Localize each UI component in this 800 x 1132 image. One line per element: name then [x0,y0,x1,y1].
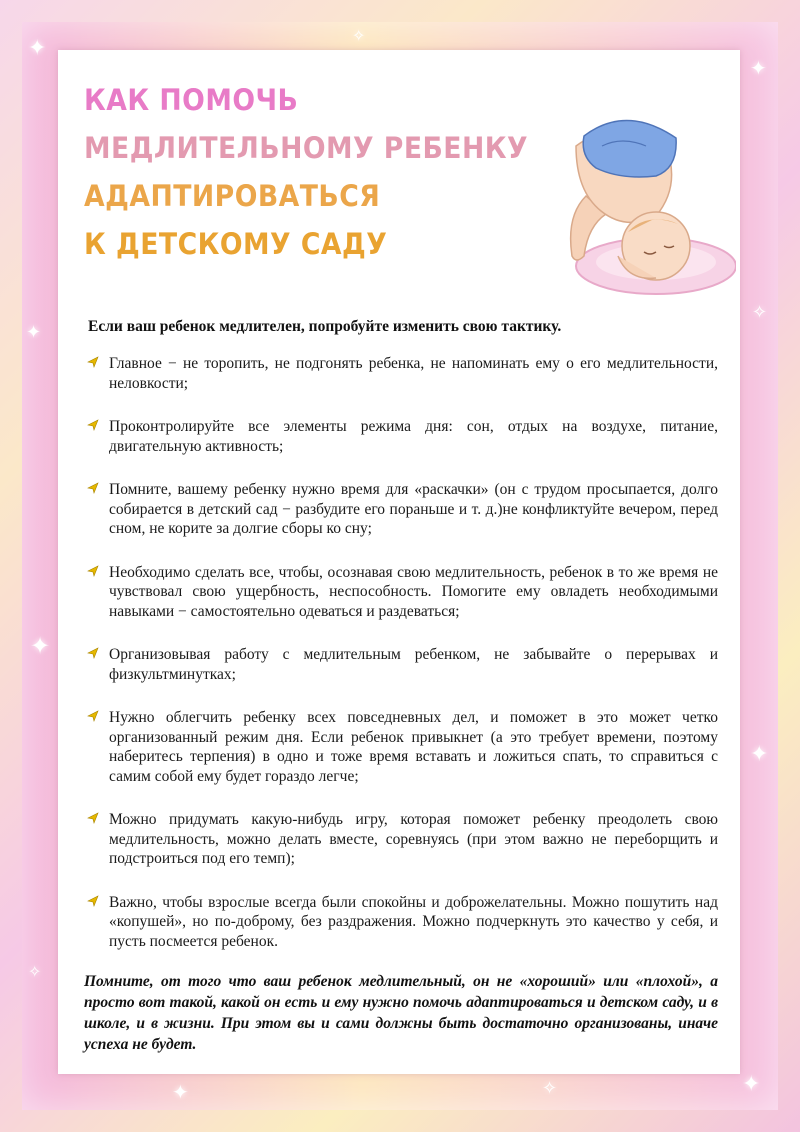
title-line-4: К ДЕТСКОМУ САДУ [84,227,388,261]
list-item [84,417,718,456]
sparkle-icon: ✦ [750,56,767,80]
content-area [84,318,718,1071]
list-item-text: Организовывая работу с медлительным ребенком, не забывайте о перерывах и физкультминутках; [109,646,718,683]
list-item [84,563,718,622]
tips-list [84,354,718,951]
document-page [58,50,740,1074]
sparkle-icon: ✧ [28,962,42,981]
list-item [84,810,718,869]
intro-text: Если ваш ребенок медлителен, попробуйте изменить свою тактику. [88,318,562,335]
list-item [84,480,718,539]
list-item-text: Нужно облегчить ребенку всех повседневных дел, и поможет в это может четко организованный режим дня. Если ребенок привыкнет (а это требует времени, поэтому наберитесь терпения) в одно и тоже время вставать и ложиться спать, то справиться с самим собой ему будет гораздо легче; [109,709,718,785]
list-item [84,708,718,786]
list-item [84,645,718,684]
yellow-arrow-bullet-icon [87,895,99,907]
sparkle-icon: ✦ [172,1080,189,1104]
yellow-arrow-bullet-icon [87,812,99,824]
list-item-text: Важно, чтобы взрослые всегда были спокойны и доброжелательны. Можно пошутить над «копушей», но по-доброму, без раздражения. Можно подчеркнуть это качество у себя, и пусть посмеется ребенок. [109,893,718,950]
sparkle-icon: ✦ [742,1072,761,1097]
list-item-text: Необходимо сделать все, чтобы, осознавая свою медлительность, ребенок в то же время не чувствовал свою ущербность, неспособность. Помогите ему овладеть необходимыми навыками − самостоятельно одеваться и раздеваться; [109,563,718,620]
sparkle-icon: ✧ [542,1078,558,1099]
yellow-arrow-bullet-icon [87,710,99,722]
yellow-arrow-bullet-icon [87,482,99,494]
sparkle-icon: ✦ [28,36,47,61]
sparkle-icon: ✦ [750,742,769,767]
title-line-3: АДАПТИРОВАТЬСЯ [84,179,381,213]
list-item-text: Главное − не торопить, не подгонять ребенка, не напоминать ему о его медлительности, неловкости; [109,355,718,392]
sparkle-icon: ✦ [30,632,51,660]
list-item [84,893,718,952]
title-line-2: МЕДЛИТЕЛЬНОМУ РЕБЕНКУ [84,131,529,165]
yellow-arrow-bullet-icon [87,565,99,577]
list-item-text: Помните, вашему ребенку нужно время для «раскачки» (он с трудом просыпается, долго собирается в детский сад − разбудите его пораньше и т. д.)не конфликтуйте вечером, перед сном, не корите за долгие сборы ко сну; [109,481,718,537]
closing-note: Помните, от того что ваш ребенок медлительный, он не «хороший» или «плохой», а просто вот такой, какой он есть и ему нужно помочь адаптироваться и детском саду, и в школе, и в жизни. При этом вы и сами должны быть достаточно организованы, иначе успеха не будет. [84,973,718,1053]
title-line-1: КАК ПОМОЧЬ [84,83,299,117]
yellow-arrow-bullet-icon [87,419,99,431]
sparkle-icon: ✦ [26,322,42,343]
list-item-text: Можно придумать какую-нибудь игру, которая поможет ребенку преодолеть свою медлительность, можно делать вместе, соревнуясь (при этом важно не переборщить и подстроиться под его темп); [109,811,718,867]
sparkle-icon: ✧ [752,302,768,323]
list-item-text: Проконтролируйте все элементы режима дня: сон, отдых на воздухе, питание, двигательную активность; [109,418,718,455]
list-item [84,354,718,393]
sleeping-baby-illustration [506,106,736,311]
sparkle-icon: ✧ [352,26,366,45]
yellow-arrow-bullet-icon [87,647,99,659]
yellow-arrow-bullet-icon [87,356,99,368]
page-title [84,76,567,268]
